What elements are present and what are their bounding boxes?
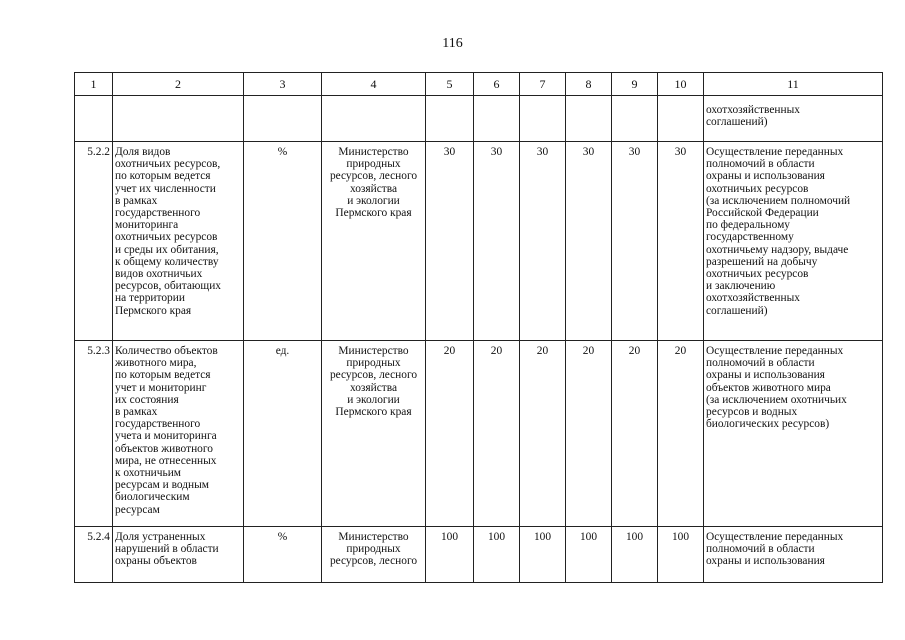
value-cell: 20 (658, 341, 704, 527)
indicator-name: Доля видов охотничьих ресурсов, по которым ведется учет их численности в рамках государственного мониторинга охотничьих ресурсов и среды их обитания, к общему количеству видов охотничьих ресурсов, обитающих на территории Пермского края (113, 142, 244, 341)
value-cell: 100 (474, 527, 520, 583)
value-cell: 30 (520, 142, 566, 341)
value-cell (520, 96, 566, 142)
value-cell: 20 (612, 341, 658, 527)
row-id: 5.2.2 (75, 142, 113, 341)
value-cell: 20 (520, 341, 566, 527)
value-cell: 20 (426, 341, 474, 527)
indicator-name: Доля устраненных нарушений в области охраны объектов (113, 527, 244, 583)
row-id (75, 96, 113, 142)
note-cell: охотхозяйственных соглашений) (704, 96, 883, 142)
value-cell (612, 96, 658, 142)
unit-cell (244, 96, 322, 142)
value-cell: 30 (566, 142, 612, 341)
value-cell: 20 (566, 341, 612, 527)
note-cell: Осуществление переданных полномочий в области охраны и использования охотничьих ресурсов (за исключением полномочий Российской Федерации по федеральному государственному охотничьему надзору, выдаче разрешений на добычу охотничьих ресурсов и заключению охотхозяйственных соглашений) (704, 142, 883, 341)
note-cell: Осуществление переданных полномочий в области охраны и использования (704, 527, 883, 583)
value-cell: 100 (426, 527, 474, 583)
header-cell: 9 (612, 73, 658, 96)
row-id: 5.2.4 (75, 527, 113, 583)
responsible-cell: Министерство природных ресурсов, лесного хозяйства и экологии Пермского края (322, 142, 426, 341)
value-cell: 100 (658, 527, 704, 583)
value-cell: 30 (474, 142, 520, 341)
header-cell: 11 (704, 73, 883, 96)
value-cell: 100 (566, 527, 612, 583)
header-cell: 2 (113, 73, 244, 96)
value-cell: 100 (612, 527, 658, 583)
table-row (75, 142, 883, 341)
value-cell (566, 96, 612, 142)
header-cell: 8 (566, 73, 612, 96)
table-row (75, 341, 883, 527)
header-cell: 3 (244, 73, 322, 96)
table-row (75, 527, 883, 583)
value-cell: 20 (474, 341, 520, 527)
responsible-cell (322, 96, 426, 142)
header-cell: 6 (474, 73, 520, 96)
page-number: 116 (442, 36, 463, 51)
indicator-name: Количество объектов животного мира, по которым ведется учет и мониторинг их состояния в рамках государственного учета и мониторинга объектов животного мира, не отнесенных к охотничьим ресурсам и водным биологическим ресурсам (113, 341, 244, 527)
unit-cell: % (244, 142, 322, 341)
header-cell: 4 (322, 73, 426, 96)
value-cell: 30 (612, 142, 658, 341)
header-cell: 7 (520, 73, 566, 96)
header-cell: 5 (426, 73, 474, 96)
value-cell: 30 (426, 142, 474, 341)
note-cell: Осуществление переданных полномочий в области охраны и использования объектов животного мира (за исключением охотничьих ресурсов и водных биологических ресурсов) (704, 341, 883, 527)
value-cell (474, 96, 520, 142)
header-row (75, 73, 883, 96)
value-cell: 30 (658, 142, 704, 341)
value-cell (658, 96, 704, 142)
indicator-name (113, 96, 244, 142)
header-cell: 10 (658, 73, 704, 96)
unit-cell: ед. (244, 341, 322, 527)
unit-cell: % (244, 527, 322, 583)
responsible-cell: Министерство природных ресурсов, лесного (322, 527, 426, 583)
header-cell: 1 (75, 73, 113, 96)
value-cell (426, 96, 474, 142)
table-row (75, 96, 883, 142)
row-id: 5.2.3 (75, 341, 113, 527)
value-cell: 100 (520, 527, 566, 583)
indicators-table (74, 72, 883, 583)
responsible-cell: Министерство природных ресурсов, лесного хозяйства и экологии Пермского края (322, 341, 426, 527)
